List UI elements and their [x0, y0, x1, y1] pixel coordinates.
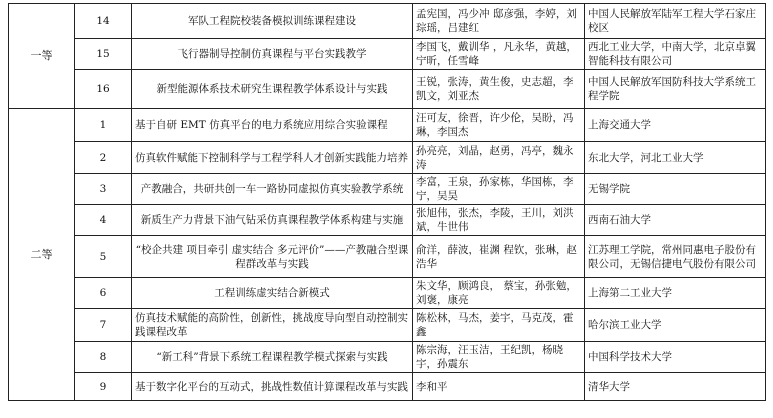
table-row — [9, 70, 766, 109]
rank-number-cell: 15 — [75, 39, 132, 70]
team-members-cell: 王锐，张涛，黄生俊，史志超，李凯文，刘亚杰 — [413, 70, 585, 109]
project-title-cell: “校企共建 项目牵引 虚实结合 多元评价”——产教融合型课程群改革与实践 — [132, 236, 413, 278]
rank-number-cell: 9 — [75, 373, 132, 401]
table-row — [9, 174, 766, 205]
table-row — [9, 236, 766, 278]
table-row — [9, 342, 766, 373]
project-title-cell: “新工科”背景下系统工程课程教学模式探索与实践 — [132, 342, 413, 373]
institution-cell: 清华大学 — [585, 373, 766, 401]
project-title-cell: 新型能源体系技术研究生课程教学体系设计与实践 — [132, 70, 413, 109]
project-title-cell: 新质生产力背景下油气钻采仿真课程教学体系构建与实施 — [132, 205, 413, 236]
table-row — [9, 373, 766, 401]
rank-number-cell: 3 — [75, 174, 132, 205]
rank-number-cell: 4 — [75, 205, 132, 236]
project-title-cell: 飞行器制导控制仿真课程与平台实践教学 — [132, 39, 413, 70]
project-title-cell: 基于自研 EMT 仿真平台的电力系统应用综合实验课程 — [132, 109, 413, 142]
institution-cell: 西南石油大学 — [585, 205, 766, 236]
rank-number-cell: 6 — [75, 278, 132, 309]
team-members-cell: 汪可友，徐晋，许少伦，吴盼，冯琳，李国杰 — [413, 109, 585, 142]
rank-number-cell: 7 — [75, 309, 132, 342]
table-row — [9, 278, 766, 309]
table-row — [9, 39, 766, 70]
team-members-cell: 孙亮亮，刘晶，赵勇，冯亭，魏永涛 — [413, 142, 585, 174]
institution-cell: 上海第二工业大学 — [585, 278, 766, 309]
award-table — [8, 3, 766, 401]
team-members-cell: 俞洋，薛波，崔渊 程钦，张琳，赵浩华 — [413, 236, 585, 278]
table-row — [9, 109, 766, 142]
rank-number-cell: 8 — [75, 342, 132, 373]
team-members-cell: 张旭伟，张杰，李陵，王川，刘洪斌，牛世伟 — [413, 205, 585, 236]
award-category-cell: 一等 — [9, 4, 75, 109]
team-members-cell: 李国飞，戴训华 ，凡永华，黄越，宁昕，任雪峰 — [413, 39, 585, 70]
project-title-cell: 仿真软件赋能下控制科学与工程学科人才创新实践能力培养 — [132, 142, 413, 174]
table-row — [9, 205, 766, 236]
table-row — [9, 142, 766, 174]
table-row — [9, 4, 766, 39]
institution-cell: 中国人民解放军国防科技大学系统工程学院 — [585, 70, 766, 109]
project-title-cell: 仿真技术赋能的高阶性，创新性，挑战度导向型自动控制实践课程改革 — [132, 309, 413, 342]
institution-cell: 东北大学，河北工业大学 — [585, 142, 766, 174]
rank-number-cell: 5 — [75, 236, 132, 278]
team-members-cell: 李和平 — [413, 373, 585, 401]
award-table-body — [9, 4, 766, 401]
team-members-cell: 孟宪国，冯少冲 邸彦强，李婷，刘琮瑶，吕建红 — [413, 4, 585, 39]
award-category-cell: 二等 — [9, 109, 75, 401]
table-row — [9, 309, 766, 342]
team-members-cell: 朱文华，顾鸿良， 蔡宝，孙张勉，刘褒，康亮 — [413, 278, 585, 309]
project-title-cell: 产教融合，共研共创一车一路协同虚拟仿真实验教学系统 — [132, 174, 413, 205]
institution-cell: 西北工业大学，中南大学，北京卓翼智能科技有限公司 — [585, 39, 766, 70]
team-members-cell: 陈松林，马杰，姜宇，马克茂，霍鑫 — [413, 309, 585, 342]
project-title-cell: 工程训练虚实结合新模式 — [132, 278, 413, 309]
institution-cell: 哈尔滨工业大学 — [585, 309, 766, 342]
project-title-cell: 基于数字化平台的互动式，挑战性数值计算课程改革与实践 — [132, 373, 413, 401]
rank-number-cell: 16 — [75, 70, 132, 109]
project-title-cell: 军队工程院校装备模拟训练课程建设 — [132, 4, 413, 39]
institution-cell: 无锡学院 — [585, 174, 766, 205]
rank-number-cell: 1 — [75, 109, 132, 142]
institution-cell: 中国科学技术大学 — [585, 342, 766, 373]
rank-number-cell: 14 — [75, 4, 132, 39]
team-members-cell: 陈宗海，汪玉洁，王纪凯，杨晓宇，孙震东 — [413, 342, 585, 373]
rank-number-cell: 2 — [75, 142, 132, 174]
institution-cell: 江苏理工学院，常州同惠电子股份有限公司，无锡信捷电气股份有限公司 — [585, 236, 766, 278]
team-members-cell: 李富，王泉，孙家栋，华国栋，李宁，吴昊 — [413, 174, 585, 205]
institution-cell: 中国人民解放军陆军工程大学石家庄校区 — [585, 4, 766, 39]
institution-cell: 上海交通大学 — [585, 109, 766, 142]
